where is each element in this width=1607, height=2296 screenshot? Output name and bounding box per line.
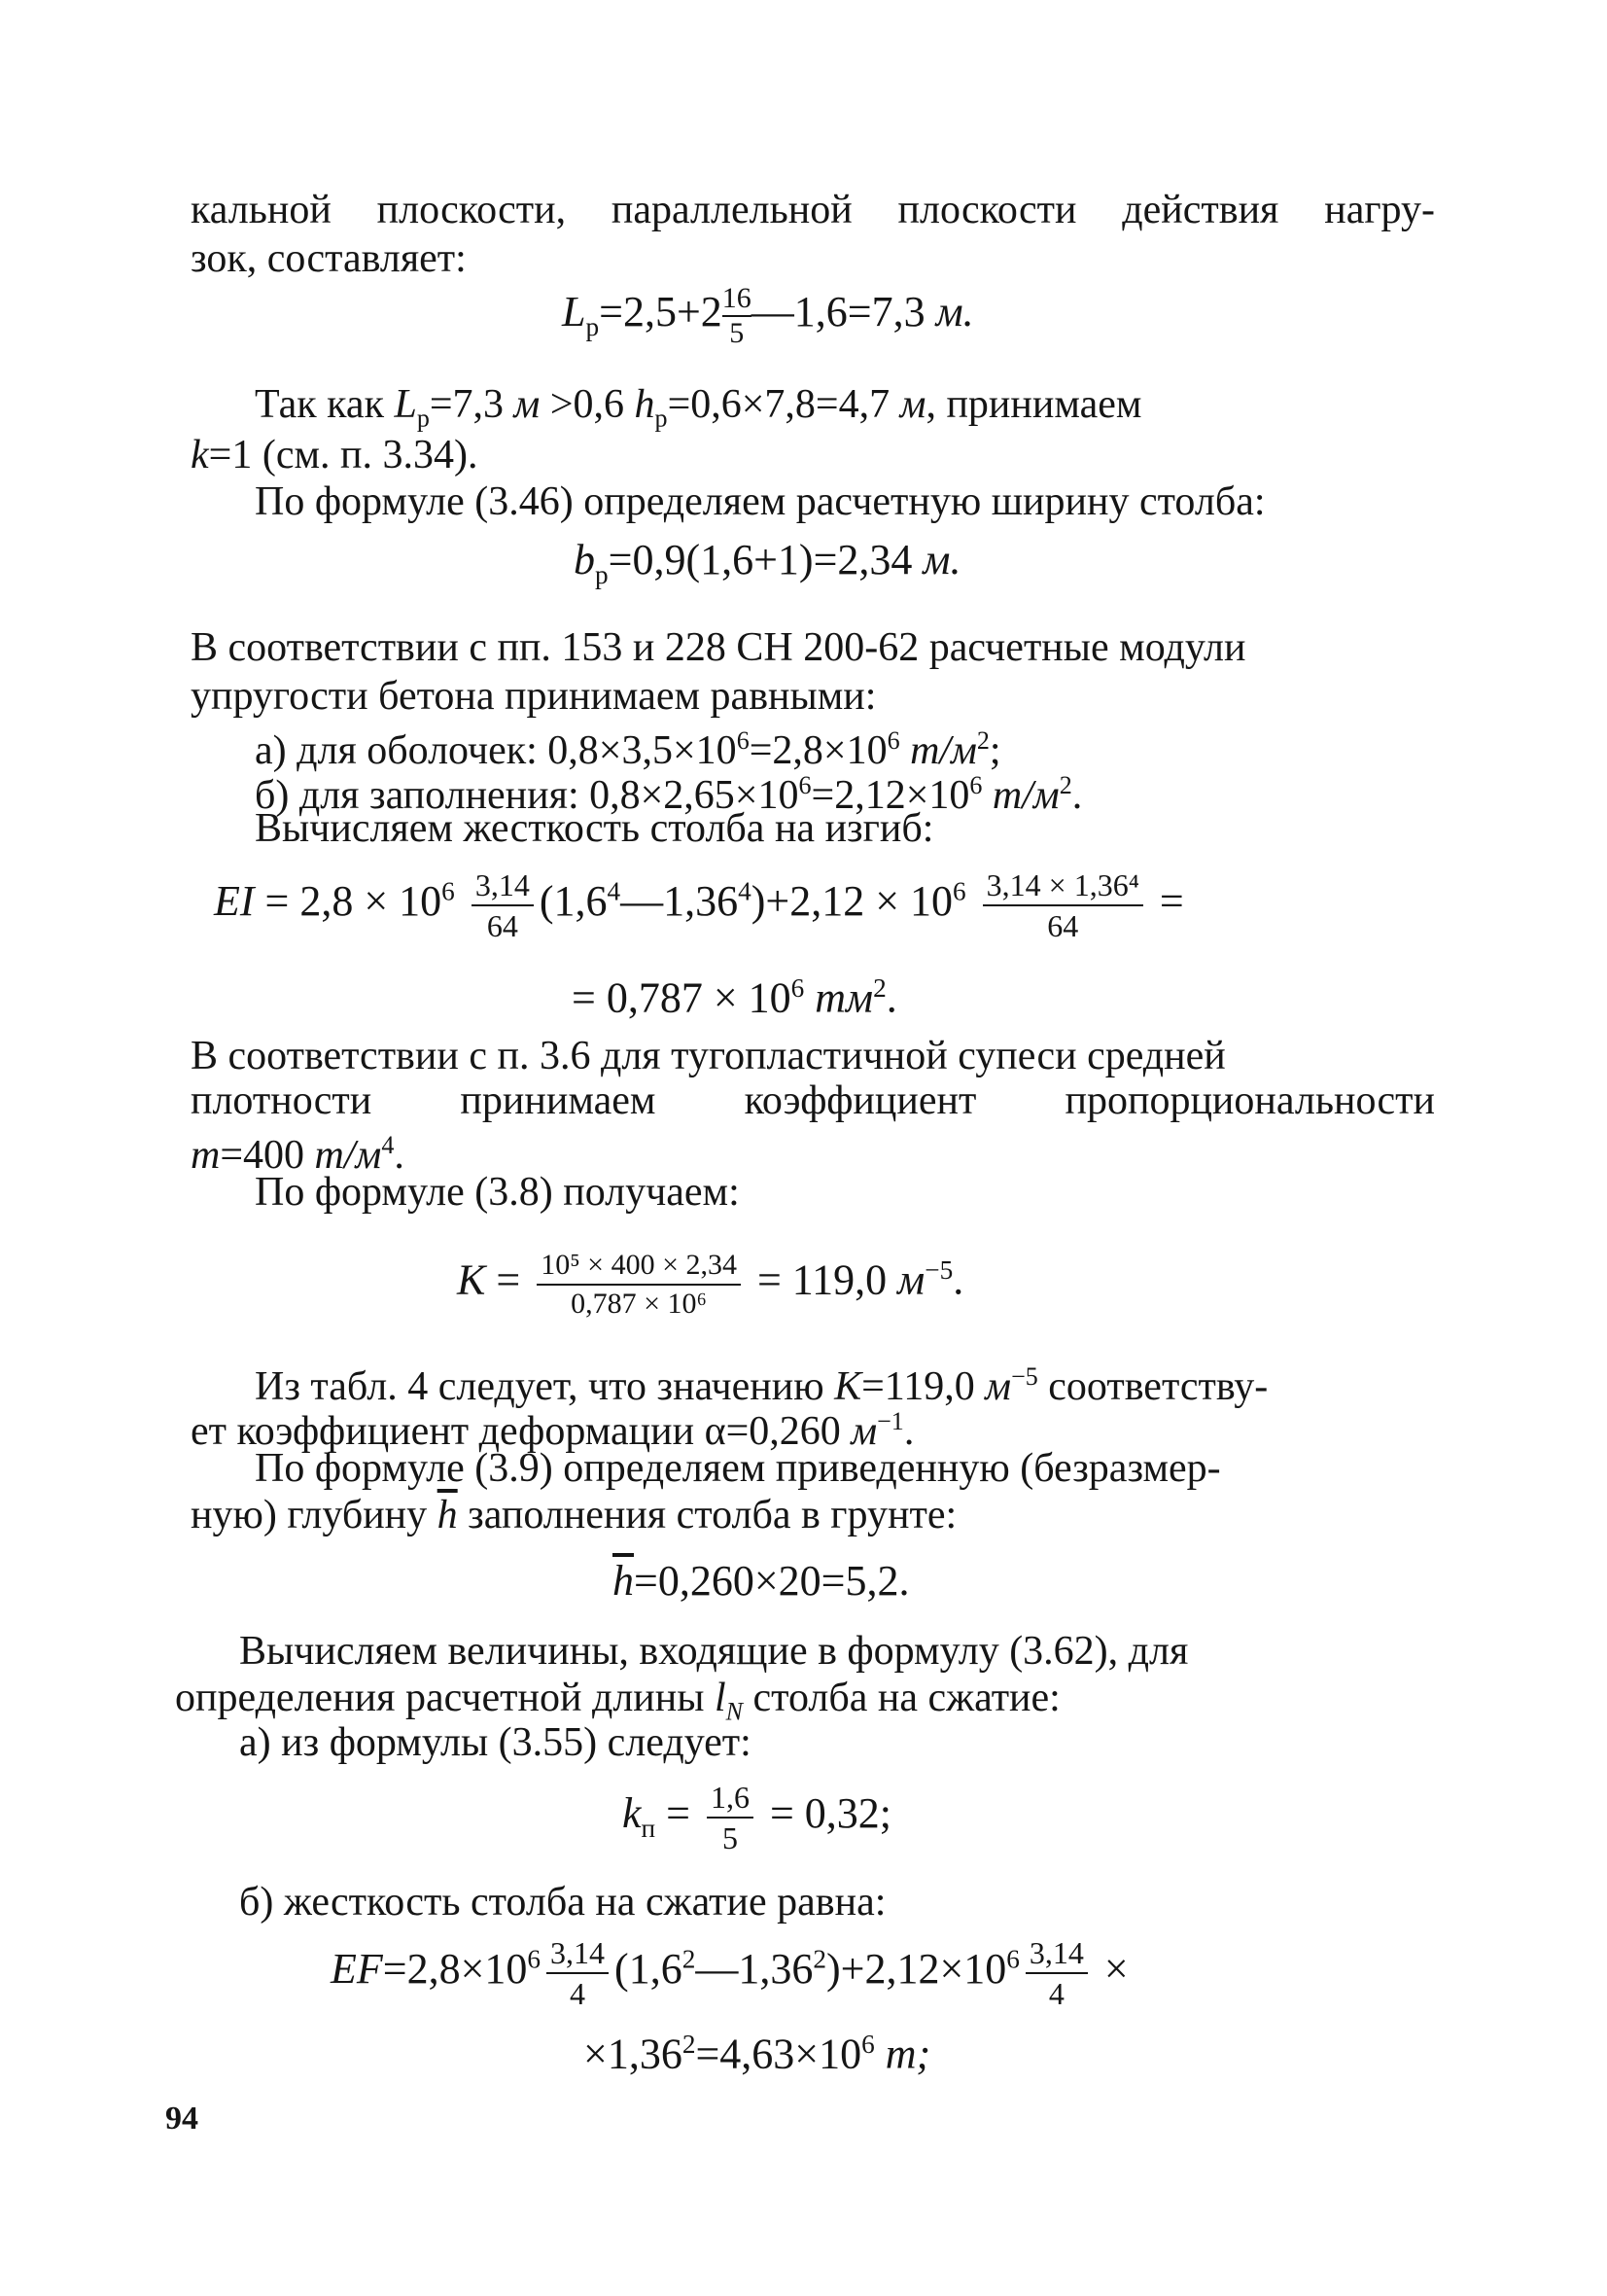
paragraph-line: упругости бетона принимаем равными: [191,674,877,719]
list-item: а) для оболочек: $0,8\times 3,5\times 10^6=2,8\times 10^6$ $т/м^2$; [255,726,1001,773]
equation-lp: $L_р=2,5+2$ $\frac{16}{5}$ —1,6=7,3 м. [562,282,974,349]
equation-ei-result: = $0,787 \times 10^6$ $тм^2$. [572,973,897,1022]
equation-h: $\overline{h}=0,260\times 20=5,2$. [612,1557,910,1605]
paragraph-line: По формуле (3.8) получаем: [255,1170,740,1215]
paragraph-line: Вычисляем жесткость столба на изгиб: [255,806,934,851]
paragraph-line: По формуле (3.9) определяем приведенную (безразмер- [255,1446,1221,1491]
paragraph-line: Так как $L_р=7,3$ м >0,6 $h_р=0,6\times 7,8=4,7$ м, принимаем [255,382,1142,433]
paragraph-line: ет коэффициент деформации α=0,260 $м^{-1}$. [191,1407,915,1454]
equation-k: K = $\frac{\text{10⁵ × 400 × 2,34}}{\text{0,787 × 10⁶}}$ = 119,0 $м^{-5}$. [457,1248,964,1320]
paragraph-line: определения расчетной длины $l_N$ столба на сжатие: [175,1676,1061,1726]
paragraph-line: кальной плоскости, параллельной плоскости действия нагру- [191,188,1435,232]
paragraph-line: Из табл. 4 следует, что значению K=119,0 $м^{-5}$ соответству- [255,1362,1269,1409]
paragraph-line: зок, составляет: [191,236,467,281]
paragraph-line: По формуле (3.46) определяем расчетную ширину столба: [255,479,1266,524]
page-number: 94 [165,2101,198,2137]
equation-ei: EI = $2,8 \times 10^6$ $\frac{3,14}{64}$ $(1,6^4—1,36^4)+2,12 \times 10^6$ $\frac{\text{3,14 × 1,36⁴}}{64}$ = [214,867,1184,943]
equation-ef: $EF=2,8\times 10^6$ $\frac{3,14}{4}$ $(1,6^2—1,36^2)+2,12\times 10^6$ $\frac{3,14}{4}$ × [331,1935,1129,2011]
paragraph-line: k=1 (см. п. 3.34). [191,433,478,477]
list-item: б) жесткость столба на сжатие равна: [239,1880,887,1925]
paragraph-line: В соответствии с пп. 153 и 228 СН 200-62 расчетные модули [191,625,1246,670]
equation-ef-result: $\times 1,36^2=4,63\times 10^6$ т; [583,2030,931,2078]
paragraph-line: Вычисляем величины, входящие в формулу (3.62), для [239,1629,1189,1674]
list-item: а) из формулы (3.55) следует: [239,1720,751,1765]
equation-bp: $b_р=0,9(1,6+1)=2,34$ м. [574,536,961,589]
paragraph-line: m=400 $т/м^4$. [191,1131,404,1178]
paragraph-line: ную) глубину $\overline{h}$ заполнения столба в грунте: [191,1493,958,1537]
paragraph-line: В соответствии с п. 3.6 для тугопластичной супеси средней [191,1034,1226,1078]
list-item: б) для заполнения: $0,8\times 2,65\times 10^6=2,12\times 10^6$ $т/м^2$. [255,771,1083,818]
equation-kn: $k_п$ = $\frac{1,6}{5}$ = 0,32; [622,1780,891,1855]
paragraph-line: плотности принимаем коэффициент пропорциональности [191,1078,1435,1123]
